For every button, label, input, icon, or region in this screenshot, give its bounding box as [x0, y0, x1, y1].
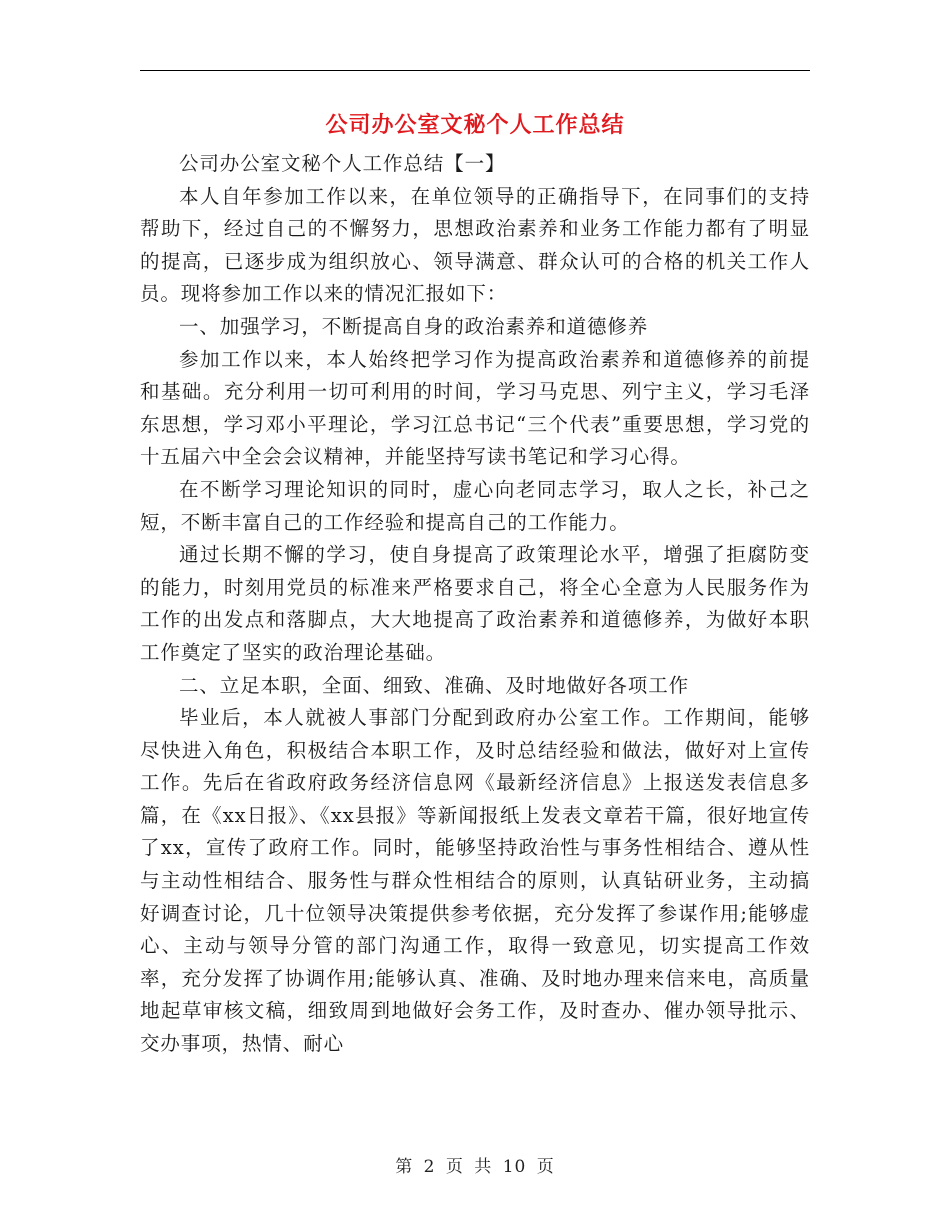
header-rule: [140, 70, 810, 71]
paragraph-intro: 本人自年参加工作以来，在单位领导的正确指导下，在同事们的支持帮助下，经过自己的不懈努力，思想政治素养和业务工作能力都有了明显的提高，已逐步成为组织放心、领导满意、群众认可的合格的机关工作人员。现将参加工作以来的情况汇报如下：: [140, 184, 810, 306]
paragraph-study: 参加工作以来，本人始终把学习作为提高政治素养和道德修养的前提和基础。充分利用一切可利用的时间，学习马克思、列宁主义，学习毛泽东思想，学习邓小平理论，学习江总书记“三个代表”重要思想，学习党的十五届六中全会会议精神，并能坚持写读书笔记和学习心得。: [140, 347, 810, 469]
subheading-study: 一、加强学习，不断提高自身的政治素养和道德修养: [179, 314, 649, 338]
document-title: 公司办公室文秘个人工作总结: [325, 112, 625, 138]
paragraph-work: 毕业后，本人就被人事部门分配到政府办公室工作。工作期间，能够尽快进入角色，积极结合本职工作，及时总结经验和做法，做好对上宣传工作。先后在省政府政务经济信息网《最新经济信息》上报送发表信息多篇，在《xx日报》、《xx县报》等新闻报纸上发表文章若干篇，很好地宣传了xx，宣传了政府工作。同时，能够坚持政治性与事务性相结合、遵从性与主动性相结合、服务性与群众性相结合的原则，认真钻研业务，主动搞好调查讨论，几十位领导决策提供参考依据，充分发挥了参谋作用;能够虚心、主动与领导分管的部门沟通工作，取得一致意见，切实提高工作效率，充分发挥了协调作用;能够认真、准确、及时地办理来信来电，高质量地起草审核文稿，细致周到地做好会务工作，及时查办、催办领导批示、交办事项，热情、耐心: [140, 706, 810, 1056]
page-number: 第 2 页 共 10 页: [395, 1157, 555, 1177]
document-body: [140, 148, 810, 1061]
paragraph-study-results: 通过长期不懈的学习，使自身提高了政策理论水平，增强了拒腐防变的能力，时刻用党员的标准来严格要求自己，将全心全意为人民服务作为工作的出发点和落脚点，大大地提高了政治素养和道德修养，为做好本职工作奠定了坚实的政治理论基础。: [140, 543, 810, 664]
section-heading-1: 公司办公室文秘个人工作总结【一】: [179, 152, 506, 175]
paragraph-learn-from-colleagues: 在不断学习理论知识的同时，虚心向老同志学习，取人之长，补己之短，不断丰富自己的工作经验和提高自己的工作能力。: [140, 477, 810, 534]
subheading-work: 二、立足本职，全面、细致、准确、及时地做好各项工作: [179, 673, 690, 697]
